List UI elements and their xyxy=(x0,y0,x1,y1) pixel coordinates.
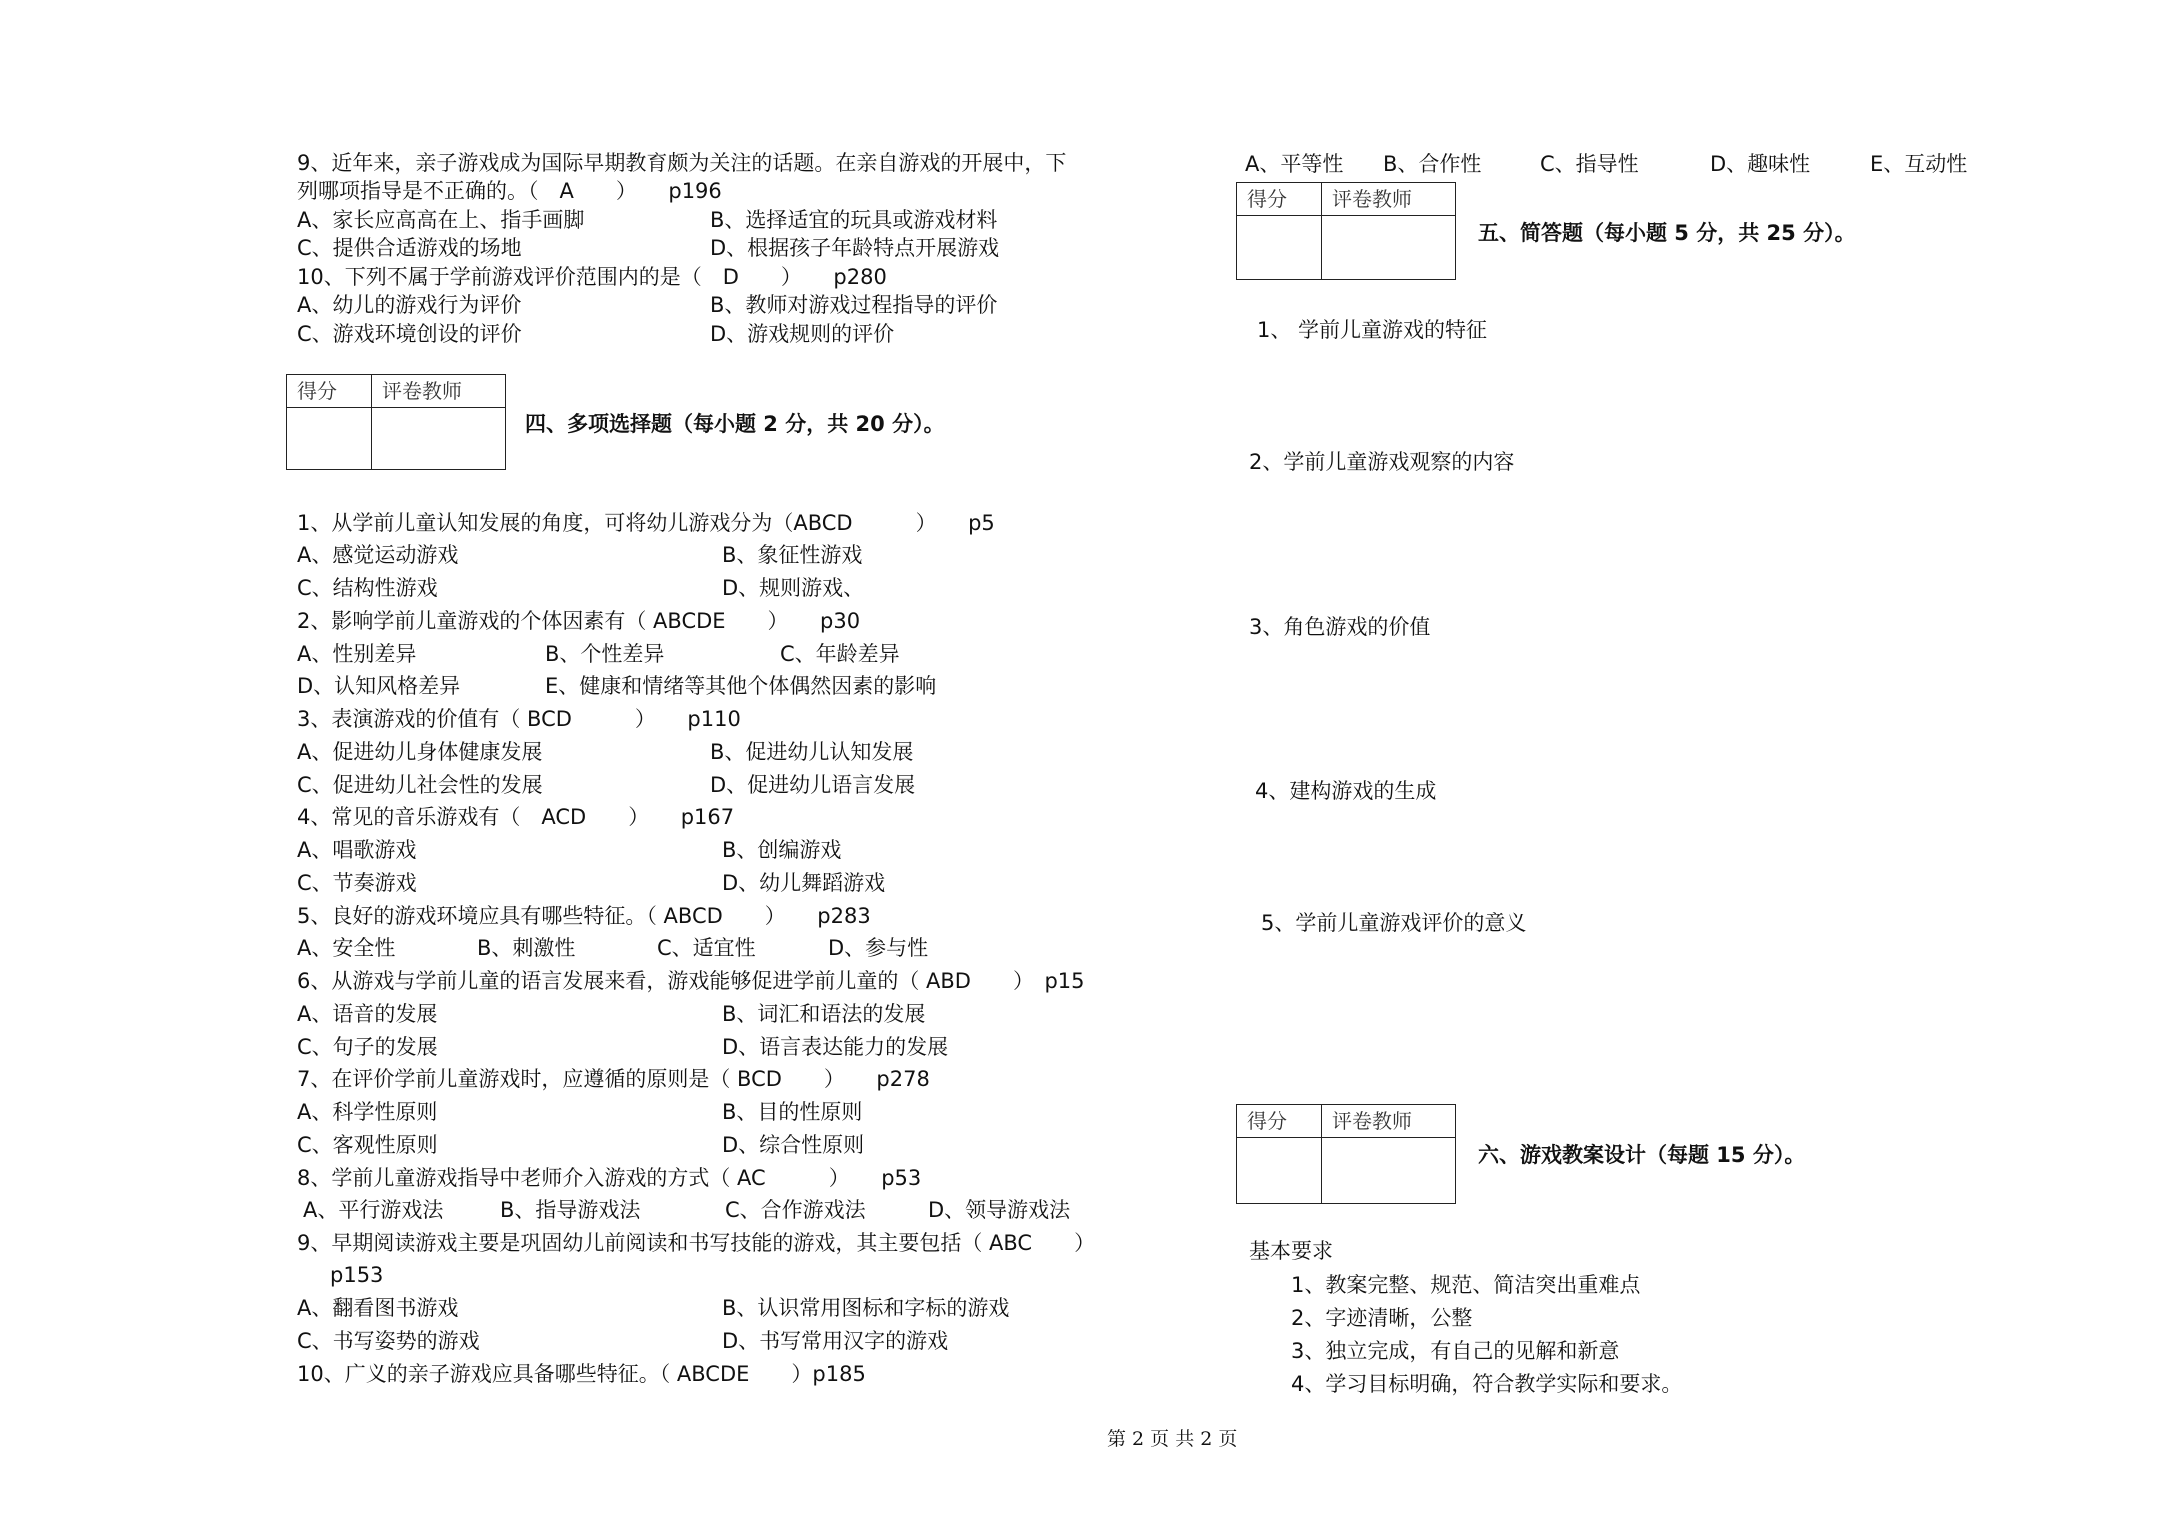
q4-6-option-a: A、语音的发展 xyxy=(297,1002,438,1026)
q4-6-stem: 6、从游戏与学前儿童的语言发展来看，游戏能够促进学前儿童的（ ABD ） p15 xyxy=(297,969,1085,993)
score-box-section4 xyxy=(286,374,506,470)
q4-6-option-d: D、语言表达能力的发展 xyxy=(722,1035,949,1059)
q4-4-option-c: C、节奏游戏 xyxy=(297,871,417,895)
q4-1-option-b: B、象征性游戏 xyxy=(722,543,863,567)
q4-2-option-e: E、健康和情绪等其他个体偶然因素的影响 xyxy=(545,674,937,698)
q4-9-option-a: A、翻看图书游戏 xyxy=(297,1296,459,1320)
score-box-section6 xyxy=(1236,1104,1456,1204)
q4-6-option-c: C、句子的发展 xyxy=(297,1035,438,1059)
requirement-3: 3、独立完成，有自己的见解和新意 xyxy=(1291,1339,1620,1363)
q4-10-stem: 10、广义的亲子游戏应具备哪些特征。（ ABCDE ）p185 xyxy=(297,1362,866,1386)
q4-5-option-d: D、参与性 xyxy=(828,936,929,960)
section4-title: 四、多项选择题（每小题 2 分，共 20 分）。 xyxy=(525,412,945,436)
score-cell xyxy=(1237,216,1322,279)
q3-9-option-d: D、根据孩子年龄特点开展游戏 xyxy=(710,236,1000,260)
q4-4-option-a: A、唱歌游戏 xyxy=(297,838,417,862)
q4-7-stem: 7、在评价学前儿童游戏时，应遵循的原则是（ BCD ） p278 xyxy=(297,1067,930,1091)
q3-10-option-b: B、教师对游戏过程指导的评价 xyxy=(710,293,998,317)
q3-10-option-a: A、幼儿的游戏行为评价 xyxy=(297,293,522,317)
q4-5-option-c: C、适宜性 xyxy=(657,936,756,960)
q3-9-option-c: C、提供合适游戏的场地 xyxy=(297,236,522,260)
q4-7-option-b: B、目的性原则 xyxy=(722,1100,863,1124)
q4-9-option-b: B、认识常用图标和字标的游戏 xyxy=(722,1296,1010,1320)
q4-7-option-d: D、综合性原则 xyxy=(722,1133,865,1157)
q4-10-option-c: C、指导性 xyxy=(1540,152,1639,176)
requirements-title: 基本要求 xyxy=(1249,1239,1333,1263)
q5-item-1: 1、 学前儿童游戏的特征 xyxy=(1257,318,1488,342)
q4-2-option-a: A、性别差异 xyxy=(297,642,417,666)
q4-2-stem: 2、影响学前儿童游戏的个体因素有（ ABCDE ） p30 xyxy=(297,609,861,633)
q4-4-option-d: D、幼儿舞蹈游戏 xyxy=(722,871,886,895)
q4-8-option-c: C、合作游戏法 xyxy=(725,1198,866,1222)
q4-9-option-d: D、书写常用汉字的游戏 xyxy=(722,1329,949,1353)
q4-10-option-b: B、合作性 xyxy=(1383,152,1482,176)
q4-1-stem: 1、从学前儿童认知发展的角度，可将幼儿游戏分为（ABCD ） p5 xyxy=(297,511,995,535)
q3-9-option-b: B、选择适宜的玩具或游戏材料 xyxy=(710,208,998,232)
q3-10-option-c: C、游戏环境创设的评价 xyxy=(297,322,522,346)
q5-item-2: 2、学前儿童游戏观察的内容 xyxy=(1249,450,1515,474)
score-box-section5 xyxy=(1236,182,1456,280)
q4-10-option-a: A、平等性 xyxy=(1245,152,1344,176)
grader-cell xyxy=(372,408,505,469)
q4-6-option-b: B、词汇和语法的发展 xyxy=(722,1002,926,1026)
q4-4-option-b: B、创编游戏 xyxy=(722,838,842,862)
q3-9-stem-line2: 列哪项指导是不正确的。（ A ） p196 xyxy=(297,179,722,203)
q4-5-option-b: B、刺激性 xyxy=(477,936,576,960)
q4-8-option-a: A、平行游戏法 xyxy=(303,1198,444,1222)
q3-9-stem-line1: 9、近年来，亲子游戏成为国际早期教育颇为关注的话题。在亲自游戏的开展中，下 xyxy=(297,151,1067,175)
q4-3-option-d: D、促进幼儿语言发展 xyxy=(710,773,916,797)
page-footer: 第 2 页 共 2 页 xyxy=(1107,1428,1238,1450)
q4-4-stem: 4、常见的音乐游戏有（ ACD ） p167 xyxy=(297,805,735,829)
score-label: 得分 xyxy=(287,375,372,408)
q4-8-option-b: B、指导游戏法 xyxy=(500,1198,641,1222)
q4-9-option-c: C、书写姿势的游戏 xyxy=(297,1329,480,1353)
q5-item-4: 4、建构游戏的生成 xyxy=(1255,779,1437,803)
q4-2-option-c: C、年龄差异 xyxy=(780,642,900,666)
q4-1-option-c: C、结构性游戏 xyxy=(297,576,438,600)
score-cell xyxy=(287,408,372,469)
score-cell xyxy=(1237,1138,1322,1203)
q4-5-stem: 5、良好的游戏环境应具有哪些特征。（ ABCD ） p283 xyxy=(297,904,871,928)
grader-label: 评卷教师 xyxy=(1322,1105,1455,1138)
requirement-1: 1、教案完整、规范、简洁突出重难点 xyxy=(1291,1273,1641,1297)
q4-7-option-c: C、客观性原则 xyxy=(297,1133,438,1157)
requirement-2: 2、字迹清晰，公整 xyxy=(1291,1306,1473,1330)
q4-3-option-c: C、促进幼儿社会性的发展 xyxy=(297,773,543,797)
q4-5-option-a: A、安全性 xyxy=(297,936,396,960)
q4-7-option-a: A、科学性原则 xyxy=(297,1100,438,1124)
grader-cell xyxy=(1322,1138,1455,1203)
grader-label: 评卷教师 xyxy=(1322,183,1455,216)
q3-10-stem: 10、下列不属于学前游戏评价范围内的是（ D ） p280 xyxy=(297,265,887,289)
grader-label: 评卷教师 xyxy=(372,375,505,408)
q4-1-option-d: D、规则游戏、 xyxy=(722,576,865,600)
q5-item-5: 5、学前儿童游戏评价的意义 xyxy=(1261,911,1527,935)
q3-10-option-d: D、游戏规则的评价 xyxy=(710,322,895,346)
q4-1-option-a: A、感觉运动游戏 xyxy=(297,543,459,567)
section6-title: 六、游戏教案设计（每题 15 分）。 xyxy=(1478,1143,1806,1167)
q4-3-stem: 3、表演游戏的价值有（ BCD ） p110 xyxy=(297,707,741,731)
q5-item-3: 3、角色游戏的价值 xyxy=(1249,615,1431,639)
q4-2-option-d: D、认知风格差异 xyxy=(297,674,461,698)
q4-10-option-e: E、互动性 xyxy=(1870,152,1968,176)
grader-cell xyxy=(1322,216,1455,279)
q4-9-stem-line2: p153 xyxy=(330,1263,384,1287)
q4-2-option-b: B、个性差异 xyxy=(545,642,665,666)
q4-9-stem-line1: 9、早期阅读游戏主要是巩固幼儿前阅读和书写技能的游戏，其主要包括（ ABC ） xyxy=(297,1231,1096,1255)
requirement-4: 4、学习目标明确，符合教学实际和要求。 xyxy=(1291,1372,1683,1396)
q4-8-option-d: D、领导游戏法 xyxy=(928,1198,1071,1222)
q4-3-option-a: A、促进幼儿身体健康发展 xyxy=(297,740,543,764)
q4-10-option-d: D、趣味性 xyxy=(1710,152,1811,176)
score-label: 得分 xyxy=(1237,1105,1322,1138)
section5-title: 五、简答题（每小题 5 分，共 25 分）。 xyxy=(1478,221,1856,245)
score-label: 得分 xyxy=(1237,183,1322,216)
q4-8-stem: 8、学前儿童游戏指导中老师介入游戏的方式（ AC ） p53 xyxy=(297,1166,922,1190)
q4-3-option-b: B、促进幼儿认知发展 xyxy=(710,740,914,764)
q3-9-option-a: A、家长应高高在上、指手画脚 xyxy=(297,208,585,232)
